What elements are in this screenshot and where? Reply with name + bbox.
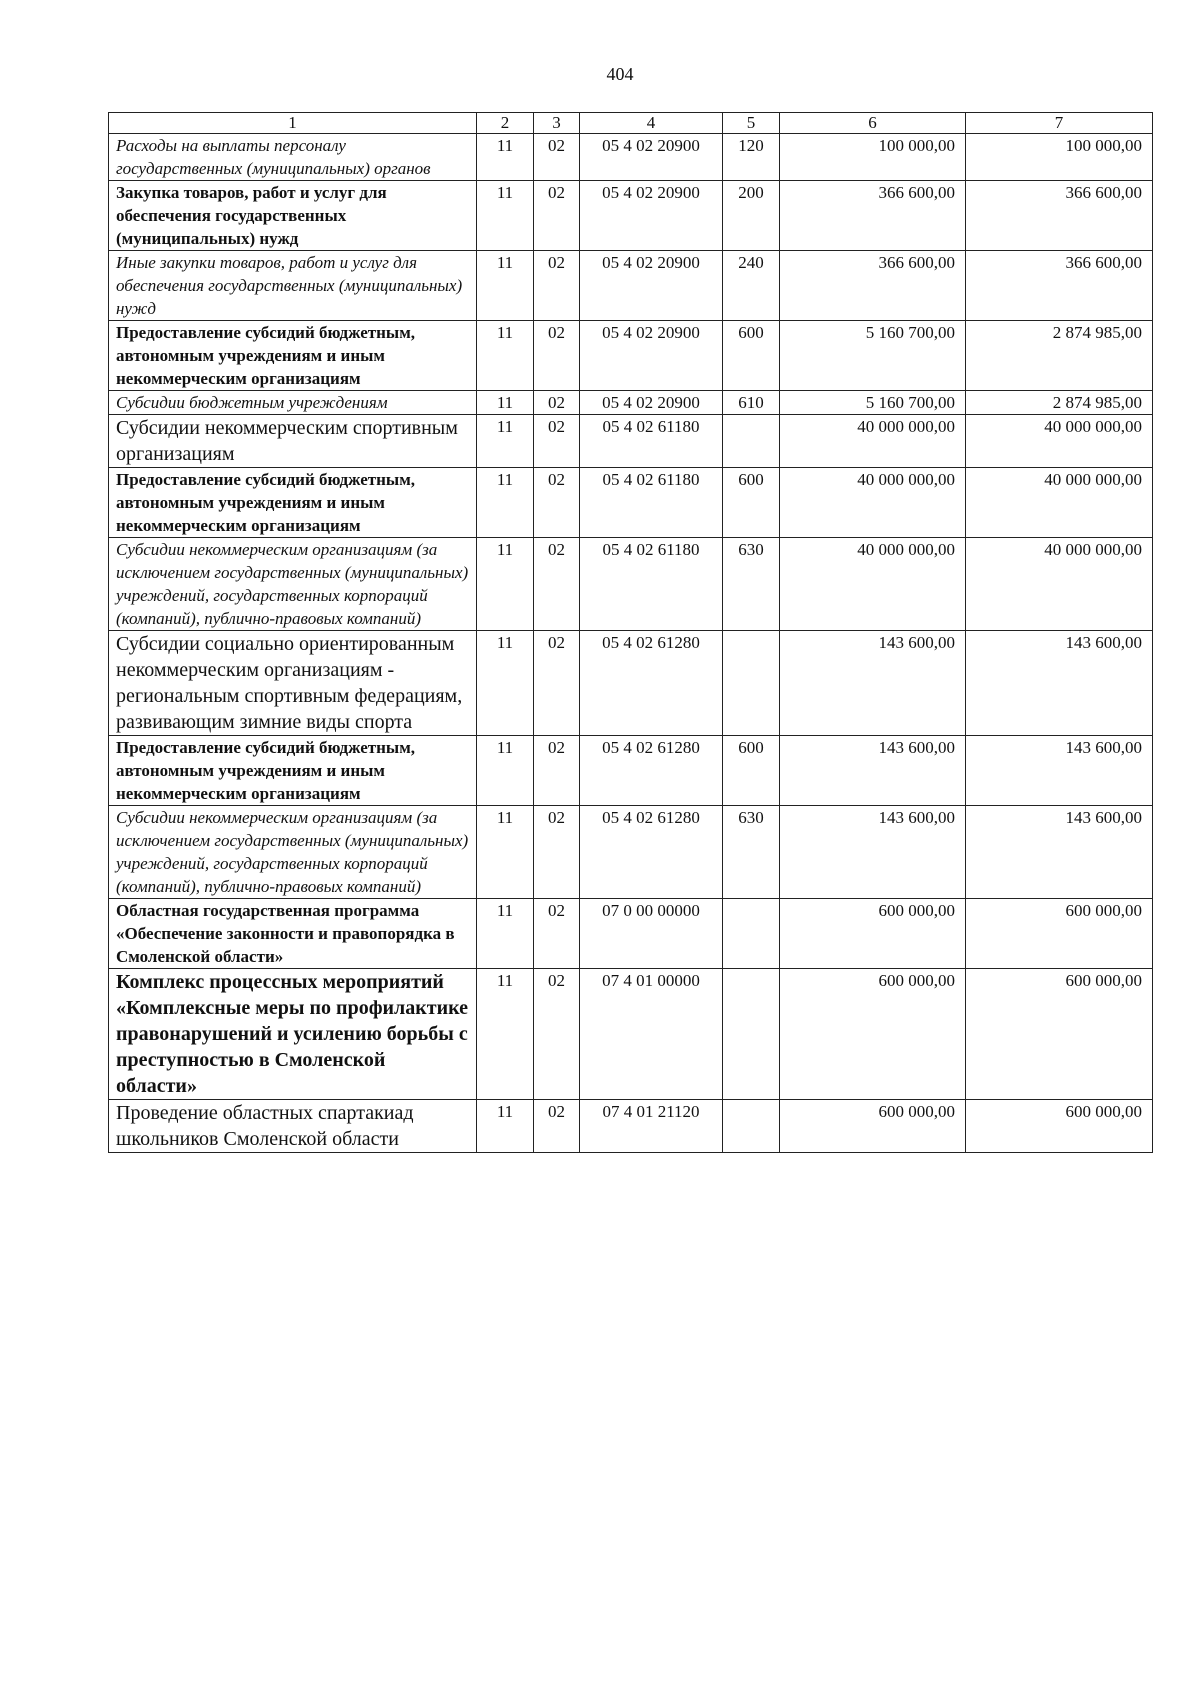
column-header-6: 6 <box>780 113 966 134</box>
row-subsection-cell: 02 <box>534 969 580 1100</box>
row-amount-col7-cell: 600 000,00 <box>966 899 1153 969</box>
page-number: 404 <box>606 64 634 84</box>
column-header-7: 7 <box>966 113 1153 134</box>
table-row <box>109 538 1153 631</box>
row-target-article-cell: 05 4 02 20900 <box>580 181 723 251</box>
row-name-cell: Субсидии некоммерческим организациям (за исключением государственных (муниципальных) учреждений, государственных корпораций (компаний), публично-правовых компаний) <box>109 806 477 899</box>
row-amount-col7-cell: 143 600,00 <box>966 631 1153 736</box>
row-amount-col7-cell: 600 000,00 <box>966 1100 1153 1153</box>
row-target-article-cell: 05 4 02 61280 <box>580 736 723 806</box>
row-subsection-cell: 02 <box>534 736 580 806</box>
row-subsection-cell: 02 <box>534 631 580 736</box>
row-amount-col6-cell: 40 000 000,00 <box>780 538 966 631</box>
row-amount-col6-cell: 100 000,00 <box>780 134 966 181</box>
column-header-4: 4 <box>580 113 723 134</box>
row-amount-col7-cell: 40 000 000,00 <box>966 415 1153 468</box>
row-amount-col6-cell: 143 600,00 <box>780 806 966 899</box>
row-target-article-cell: 05 4 02 20900 <box>580 321 723 391</box>
row-target-article-cell: 05 4 02 61180 <box>580 415 723 468</box>
row-amount-col7-cell: 366 600,00 <box>966 181 1153 251</box>
table-row <box>109 134 1153 181</box>
row-subsection-cell: 02 <box>534 321 580 391</box>
row-section-cell: 11 <box>477 251 534 321</box>
row-expense-type-cell: 600 <box>723 736 780 806</box>
row-amount-col6-cell: 40 000 000,00 <box>780 415 966 468</box>
row-subsection-cell: 02 <box>534 468 580 538</box>
row-expense-type-cell: 120 <box>723 134 780 181</box>
row-subsection-cell: 02 <box>534 134 580 181</box>
row-subsection-cell: 02 <box>534 899 580 969</box>
row-name-cell: Иные закупки товаров, работ и услуг для обеспечения государственных (муниципальных) нужд <box>109 251 477 321</box>
row-target-article-cell: 07 4 01 21120 <box>580 1100 723 1153</box>
row-section-cell: 11 <box>477 736 534 806</box>
row-section-cell: 11 <box>477 1100 534 1153</box>
row-target-article-cell: 07 4 01 00000 <box>580 969 723 1100</box>
row-target-article-cell: 05 4 02 61280 <box>580 806 723 899</box>
table-row <box>109 321 1153 391</box>
row-section-cell: 11 <box>477 134 534 181</box>
row-expense-type-cell <box>723 631 780 736</box>
row-name-cell: Комплекс процессных мероприятий «Комплексные меры по профилактике правонарушений и усилению борьбы с преступностью в Смоленской области» <box>109 969 477 1100</box>
row-amount-col6-cell: 143 600,00 <box>780 736 966 806</box>
row-expense-type-cell: 240 <box>723 251 780 321</box>
row-target-article-cell: 05 4 02 20900 <box>580 251 723 321</box>
row-section-cell: 11 <box>477 391 534 415</box>
row-amount-col6-cell: 366 600,00 <box>780 251 966 321</box>
row-name-cell: Областная государственная программа «Обеспечение законности и правопорядка в Смоленской области» <box>109 899 477 969</box>
table-row <box>109 736 1153 806</box>
row-amount-col6-cell: 600 000,00 <box>780 899 966 969</box>
row-target-article-cell: 05 4 02 20900 <box>580 134 723 181</box>
row-name-cell: Предоставление субсидий бюджетным, автономным учреждениям и иным некоммерческим организациям <box>109 736 477 806</box>
table-row <box>109 969 1153 1100</box>
row-subsection-cell: 02 <box>534 538 580 631</box>
row-name-cell: Предоставление субсидий бюджетным, автономным учреждениям и иным некоммерческим организациям <box>109 321 477 391</box>
row-subsection-cell: 02 <box>534 415 580 468</box>
row-amount-col6-cell: 5 160 700,00 <box>780 321 966 391</box>
row-amount-col7-cell: 100 000,00 <box>966 134 1153 181</box>
row-target-article-cell: 05 4 02 61180 <box>580 538 723 631</box>
row-name-cell: Субсидии бюджетным учреждениям <box>109 391 477 415</box>
table-row <box>109 806 1153 899</box>
table-row <box>109 468 1153 538</box>
row-name-cell: Субсидии некоммерческим организациям (за исключением государственных (муниципальных) учреждений, государственных корпораций (компаний), публично-правовых компаний) <box>109 538 477 631</box>
row-amount-col6-cell: 600 000,00 <box>780 1100 966 1153</box>
row-name-cell: Проведение областных спартакиад школьников Смоленской области <box>109 1100 477 1153</box>
row-amount-col7-cell: 143 600,00 <box>966 806 1153 899</box>
row-section-cell: 11 <box>477 806 534 899</box>
header-row <box>109 113 1153 134</box>
row-section-cell: 11 <box>477 181 534 251</box>
row-amount-col7-cell: 40 000 000,00 <box>966 538 1153 631</box>
row-subsection-cell: 02 <box>534 251 580 321</box>
row-target-article-cell: 07 0 00 00000 <box>580 899 723 969</box>
row-expense-type-cell: 630 <box>723 538 780 631</box>
table-body <box>109 134 1153 1153</box>
row-amount-col6-cell: 40 000 000,00 <box>780 468 966 538</box>
row-expense-type-cell <box>723 1100 780 1153</box>
row-amount-col6-cell: 143 600,00 <box>780 631 966 736</box>
row-amount-col7-cell: 2 874 985,00 <box>966 391 1153 415</box>
row-expense-type-cell <box>723 415 780 468</box>
row-section-cell: 11 <box>477 415 534 468</box>
row-section-cell: 11 <box>477 468 534 538</box>
row-expense-type-cell: 630 <box>723 806 780 899</box>
row-name-cell: Закупка товаров, работ и услуг для обеспечения государственных (муниципальных) нужд <box>109 181 477 251</box>
row-target-article-cell: 05 4 02 61180 <box>580 468 723 538</box>
row-amount-col6-cell: 5 160 700,00 <box>780 391 966 415</box>
row-amount-col6-cell: 366 600,00 <box>780 181 966 251</box>
table-row <box>109 631 1153 736</box>
table-row <box>109 1100 1153 1153</box>
row-expense-type-cell: 610 <box>723 391 780 415</box>
row-expense-type-cell: 600 <box>723 321 780 391</box>
row-section-cell: 11 <box>477 321 534 391</box>
row-target-article-cell: 05 4 02 61280 <box>580 631 723 736</box>
column-header-1: 1 <box>109 113 477 134</box>
table-row <box>109 391 1153 415</box>
row-name-cell: Расходы на выплаты персоналу государственных (муниципальных) органов <box>109 134 477 181</box>
column-header-2: 2 <box>477 113 534 134</box>
row-amount-col6-cell: 600 000,00 <box>780 969 966 1100</box>
table-row <box>109 251 1153 321</box>
row-section-cell: 11 <box>477 538 534 631</box>
row-expense-type-cell <box>723 899 780 969</box>
row-amount-col7-cell: 366 600,00 <box>966 251 1153 321</box>
row-target-article-cell: 05 4 02 20900 <box>580 391 723 415</box>
row-amount-col7-cell: 2 874 985,00 <box>966 321 1153 391</box>
row-amount-col7-cell: 40 000 000,00 <box>966 468 1153 538</box>
row-expense-type-cell: 600 <box>723 468 780 538</box>
table-row <box>109 181 1153 251</box>
row-amount-col7-cell: 600 000,00 <box>966 969 1153 1100</box>
row-name-cell: Предоставление субсидий бюджетным, автономным учреждениям и иным некоммерческим организациям <box>109 468 477 538</box>
column-header-5: 5 <box>723 113 780 134</box>
row-section-cell: 11 <box>477 899 534 969</box>
row-expense-type-cell <box>723 969 780 1100</box>
budget-table <box>108 112 1153 1153</box>
row-section-cell: 11 <box>477 969 534 1100</box>
row-name-cell: Субсидии социально ориентированным некоммерческим организациям - региональным спортивным федерациям, развивающим зимние виды спорта <box>109 631 477 736</box>
row-subsection-cell: 02 <box>534 806 580 899</box>
row-expense-type-cell: 200 <box>723 181 780 251</box>
column-header-3: 3 <box>534 113 580 134</box>
row-subsection-cell: 02 <box>534 181 580 251</box>
table-row <box>109 899 1153 969</box>
table-row <box>109 415 1153 468</box>
row-subsection-cell: 02 <box>534 391 580 415</box>
row-name-cell: Субсидии некоммерческим спортивным организациям <box>109 415 477 468</box>
row-subsection-cell: 02 <box>534 1100 580 1153</box>
row-section-cell: 11 <box>477 631 534 736</box>
row-amount-col7-cell: 143 600,00 <box>966 736 1153 806</box>
